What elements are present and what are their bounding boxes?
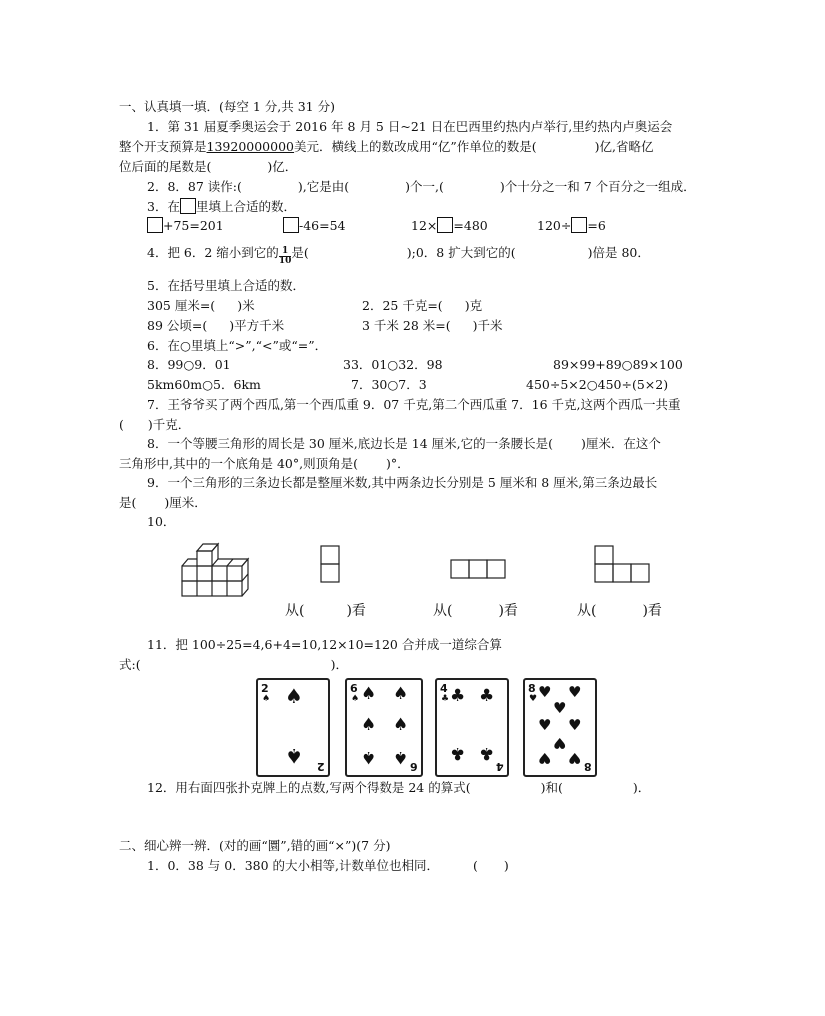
- q3-title: 3．在 里填上合适的数．: [147, 199, 296, 214]
- view-3-figure: [595, 546, 649, 582]
- q5-item-4: 3 千米 28 米=( )千米: [362, 318, 503, 333]
- club-icon: ♣: [450, 686, 466, 706]
- spade-icon: ♠: [262, 694, 271, 704]
- q12: 12．用右面四张扑克牌上的点数,写两个得数是 24 的算式( )和( )．: [147, 780, 651, 795]
- heart-icon: ♥: [529, 694, 538, 704]
- q11-line2: 式:( )．: [119, 657, 348, 672]
- q3-expr-1: +75=201: [147, 217, 224, 234]
- q3-expr-3: 12× =480: [411, 218, 488, 233]
- q5-title: 5．在括号里填上合适的数．: [147, 278, 305, 293]
- heart-icon: ♥: [553, 734, 567, 752]
- heart-icon: ♥: [538, 749, 552, 767]
- q2: 2．8．87 读作:( ),它是由( )个一,( )个十分之一和 7 个百分之一组成．: [147, 179, 696, 194]
- spade-icon: ♠: [351, 694, 360, 704]
- q6-title: 6．在○里填上“>”,“<”或“=”．: [147, 338, 328, 353]
- view-2-figure: [451, 560, 505, 578]
- heart-icon: ♥: [538, 683, 552, 701]
- spade-icon: ♠: [361, 747, 377, 767]
- q6-r1c3: 89×99+89○89×100: [553, 357, 683, 372]
- spade-icon: ♠: [393, 747, 409, 767]
- q6-r1c2: 33．01○32．98: [343, 357, 443, 372]
- playing-card: 2 ♠ ♠ ♠ 2: [256, 678, 330, 777]
- q1-line1: 1．第 31 届夏季奥运会于 2016 年 8 月 5 日~21 日在巴西里约热内卢举行,里约热内卢奥运会: [147, 119, 673, 134]
- q7-line1: 7．王爷爷买了两个西瓜,第一个西瓜重 9．07 千克,第二个西瓜重 7．16 千克,这两个西瓜一共重: [147, 397, 681, 412]
- playing-card: 6 ♠ ♠ ♠ ♠ ♠ ♠ ♠ 6: [345, 678, 423, 777]
- section2-title: 二、细心辨一辨．(对的画“圜”,错的画“×”)(7 分): [119, 838, 391, 853]
- q5-item-2: 2．25 千克=( )克: [362, 298, 483, 313]
- playing-card: 4 ♣ ♣ ♣ ♣ ♣ 4: [435, 678, 509, 777]
- q9-line1: 9．一个三角形的三条边长都是整厘米数,其中两条边长分别是 5 厘米和 8 厘米,第三条边最长: [147, 475, 658, 490]
- club-icon: ♣: [450, 743, 466, 763]
- heart-icon: ♥: [538, 716, 552, 734]
- q10-number: 10．: [147, 514, 176, 529]
- spade-icon: ♠: [361, 684, 377, 704]
- q1-line3: 位后面的尾数是( )亿．: [119, 159, 298, 174]
- spade-icon: ♠: [361, 715, 377, 735]
- spade-icon: ♠: [285, 744, 303, 768]
- q6-r1c1: 8．99○9．01: [147, 357, 231, 372]
- cube-solid-figure: [182, 544, 248, 596]
- club-icon: ♣: [479, 686, 495, 706]
- club-icon: ♣: [479, 743, 495, 763]
- fraction: $\frac{1}{10}$: [278, 246, 292, 266]
- q6-r2c1: 5km60m○5．6km: [147, 377, 261, 392]
- heart-icon: ♥: [568, 683, 582, 701]
- q10-view-2-label: 从( )看: [433, 603, 518, 619]
- club-icon: ♣: [441, 694, 450, 704]
- q10-view-3-label: 从( )看: [577, 603, 662, 619]
- q4: 4．把 6．2 缩小到它的 $\frac{1}{10}$ 是( );0．8 扩大到它的( )倍是 80．: [147, 245, 650, 266]
- q11-line1: 11．把 100÷25=4,6+4=10,12×10=120 合并成一道综合算: [147, 637, 502, 652]
- heart-icon: ♥: [553, 699, 567, 717]
- q6-r2c2: 7．30○7．3: [351, 377, 427, 392]
- spade-icon: ♠: [393, 684, 409, 704]
- playing-card: 8 ♥ ♥ ♥ ♥ ♥ ♥ ♥ ♥ ♥ 8: [523, 678, 597, 777]
- q7-line2: ( )千克．: [119, 417, 191, 432]
- q3-expr-4: 120÷ =6: [537, 218, 606, 233]
- section2-q1: 1．0．38 与 0．380 的大小相等,计数单位也相同． ( ): [147, 858, 509, 873]
- spade-icon: ♠: [393, 715, 409, 735]
- budget-number: 13920000000: [206, 139, 294, 154]
- heart-icon: ♥: [568, 716, 582, 734]
- q9-line2: 是( )厘米．: [119, 495, 207, 510]
- heart-icon: ♥: [568, 749, 582, 767]
- q8-line2: 三角形中,其中的一个底角是 40°,则顶角是( )°．: [119, 456, 410, 471]
- spade-icon: ♠: [285, 684, 303, 708]
- q5-item-1: 305 厘米=( )米: [147, 298, 255, 313]
- q10-figures: [175, 538, 695, 600]
- view-1-figure: [321, 546, 339, 582]
- q8-line1: 8．一个等腰三角形的周长是 30 厘米,底边长是 14 厘米,它的一条腰长是( )厘米．在这个: [147, 436, 661, 451]
- q6-r2c3: 450÷5×2○450÷(5×2): [526, 377, 669, 392]
- answer-box: [180, 198, 196, 214]
- check-mark-glyph: 圜: [267, 838, 281, 853]
- q3-expr-2: -46=54: [283, 217, 346, 234]
- q10-view-1-label: 从( )看: [285, 603, 366, 619]
- q5-item-3: 89 公顷=( )平方千米: [147, 318, 285, 333]
- q1-line2: 整个开支预算是13920000000美元．横线上的数改成用“亿”作单位的数是( )亿,省略亿: [119, 139, 654, 154]
- section1-title: 一、认真填一填．(每空 1 分,共 31 分): [119, 99, 335, 114]
